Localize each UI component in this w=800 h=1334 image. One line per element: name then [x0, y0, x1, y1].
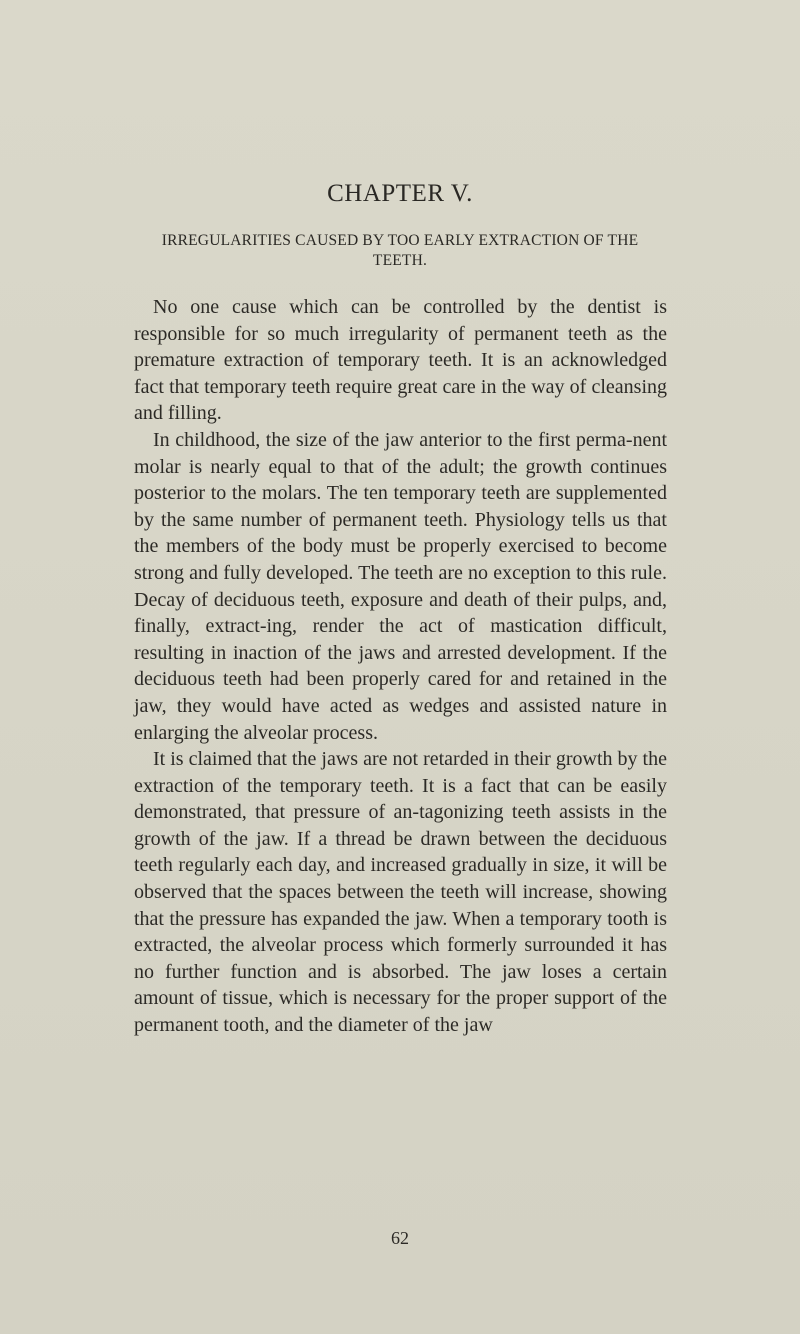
section-title: IRREGULARITIES CAUSED BY TOO EARLY EXTRACTION OF THE TEETH. [161, 232, 639, 269]
paragraph-2: In childhood, the size of the jaw anterior to the first perma-nent molar is nearly equal to that of the adult; the growth continues posterior to the molars. The ten temporary teeth are supplemented by the same number of permanent teeth. Physiology tells us that the members of the body must be properly exercised to become strong and fully developed. The teeth are no exception to this rule. Decay of deciduous teeth, exposure and death of their pulps, and, finally, extract-ing, render the act of mastication difficult, resulting in inaction of the jaws and arrested development. If the deciduous teeth had been properly cared for and retained in the jaw, they would have acted as wedges and assisted nature in enlarging the alveolar process. [134, 428, 667, 744]
body-text [134, 294, 667, 1039]
page-number: 62 [391, 1228, 409, 1248]
chapter-title: CHAPTER V. [327, 180, 473, 207]
paragraph-3: It is claimed that the jaws are not retarded in their growth by the extraction of the temporary teeth. It is a fact that can be easily demonstrated, that pressure of an-tagonizing teeth assists in the growth of the jaw. If a thread be drawn between the deciduous teeth regularly each day, and increased gradually in size, it will be observed that the spaces between the teeth will increase, showing that the pressure has expanded the jaw. When a temporary tooth is extracted, the alveolar process which formerly surrounded it has no further function and is absorbed. The jaw loses a certain amount of tissue, which is necessary for the proper support of the permanent tooth, and the diameter of the jaw [134, 748, 667, 1037]
paragraph-1: No one cause which can be controlled by the dentist is responsible for so much irregularity of permanent teeth as the premature extraction of temporary teeth. It is an acknowledged fact that temporary teeth require great care in the way of cleansing and filling. [134, 296, 667, 425]
